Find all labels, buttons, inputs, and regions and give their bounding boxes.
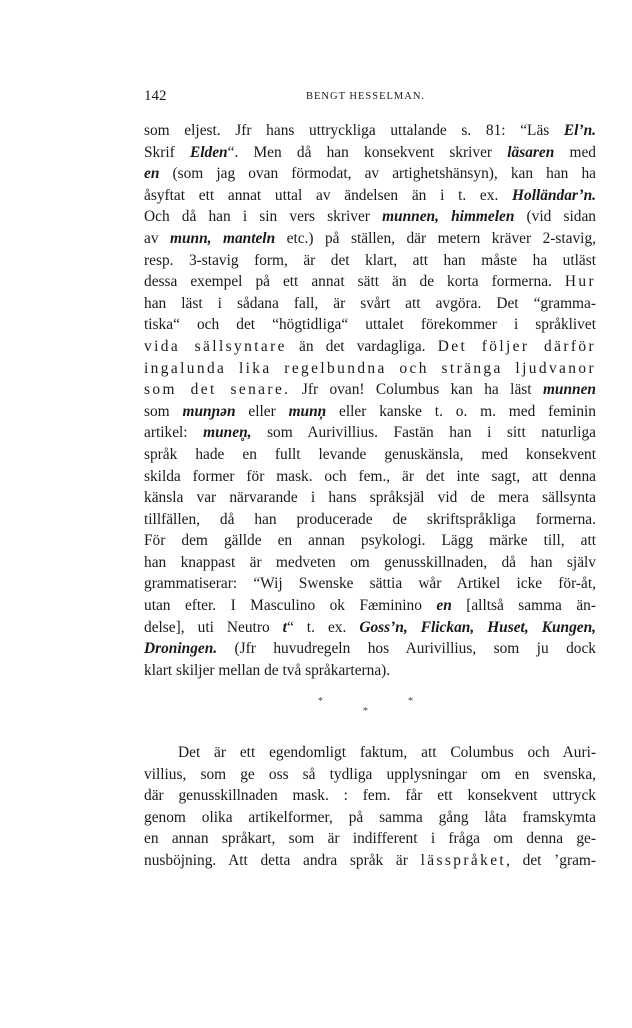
paragraph-2 [144, 742, 596, 872]
text-line: där genusskillnaden mask. : fem. får ett konsekvent uttryck [144, 787, 596, 805]
text-line: klart skiljer mellan de två språkarterna). [144, 661, 391, 679]
text-line: Skrif Elden“. Men då han konsekvent skriver läsaren med [144, 143, 596, 161]
text-line: nusböjning. Att detta andra språk är lässpråket, det ’gram- [144, 851, 596, 869]
text-line: artikel: munen̥, som Aurivillius. Fastän han i sitt naturliga [144, 424, 596, 442]
text-line: utan efter. I Masculino ok Fæminino en [alltså samma än- [144, 597, 596, 615]
text-line: som det senare. Jfr ovan! Columbus kan ha läst munnen [144, 381, 596, 399]
text-line: en annan språkart, som är indifferent i fråga om denna ge- [144, 830, 596, 848]
paragraph-1 [144, 120, 596, 681]
text-line: som munɲən eller munņ eller kanske t. o. m. med feminin [144, 402, 596, 420]
text-line: en (som jag ovan förmodat, av artighetshänsyn), kan han ha [144, 165, 596, 183]
text-line: känsla var närvarande i hans språksjäl vid de mera sällsynta [144, 489, 596, 507]
text-line: åsyftat ett annat uttal av ändelsen än i t. ex. Holländar’n. [144, 186, 596, 204]
text-line: grammatiserar: “Wij Swenske sättia wår Artikel icke för-åt, [144, 575, 596, 593]
section-separator [318, 696, 418, 720]
text-line: resp. 3-stavig form, är det klart, att han måste ha utläst [144, 251, 596, 269]
text-line: Det är ett egendomligt faktum, att Columbus och Auri- [178, 744, 596, 761]
text-line: tillfällen, då han producerade de skriftspråkliga formerna. [144, 510, 596, 528]
page-header [144, 88, 596, 108]
text-line: villius, som ge oss så tydliga upplysningar om en svenska, [144, 765, 596, 783]
text-line: tiska“ och det “högtidliga“ uttalet förekommer i språklivet [144, 316, 596, 334]
text-line: han läst i sådana fall, är svårt att avgöra. Det “gramma- [144, 294, 596, 312]
text-line: skilda former för mask. och fem., är det inte sagt, att denna [144, 467, 596, 485]
text-line: delse], uti Neutro t“ t. ex. Goss’n, Flickan, Huset, Kungen, [144, 618, 597, 636]
text-line: Droningen. (Jfr huvudregeln hos Aurivillius, som ju dock [144, 640, 596, 658]
text-line: språk hade en fullt levande genuskänsla, med konsekvent [144, 445, 596, 463]
text-line: ingalunda lika regelbundna och stränga ljudvanor [144, 359, 596, 377]
text-line: han knappast är medveten om genusskillnaden, då han själv [144, 553, 596, 571]
text-line: dessa exempel på ett annat sätt än de korta formerna. Hur [144, 273, 596, 291]
text-line: genom olika artikelformer, på samma gång låta framskymta [144, 808, 596, 826]
asterisk-ornament: * [363, 706, 368, 717]
asterisk-ornament: * [318, 696, 323, 707]
page-number: 142 [144, 88, 167, 104]
text-line: Och då han i sin vers skriver munnen, himmelen (vid sidan [144, 208, 596, 226]
text-line: vida sällsyntare än det vardagliga. Det följer därför [144, 337, 596, 355]
text-line: För dem gällde en annan psykologi. Lägg märke till, att [144, 532, 596, 550]
running-head: BENGT HESSELMAN. [306, 91, 426, 102]
text-line: som eljest. Jfr hans uttryckliga uttalande s. 81: “Läs El’n. [144, 122, 596, 139]
asterisk-ornament: * [408, 696, 413, 707]
text-line: av munn, manteln etc.) på ställen, där metern kräver 2-stavig, [144, 229, 597, 247]
